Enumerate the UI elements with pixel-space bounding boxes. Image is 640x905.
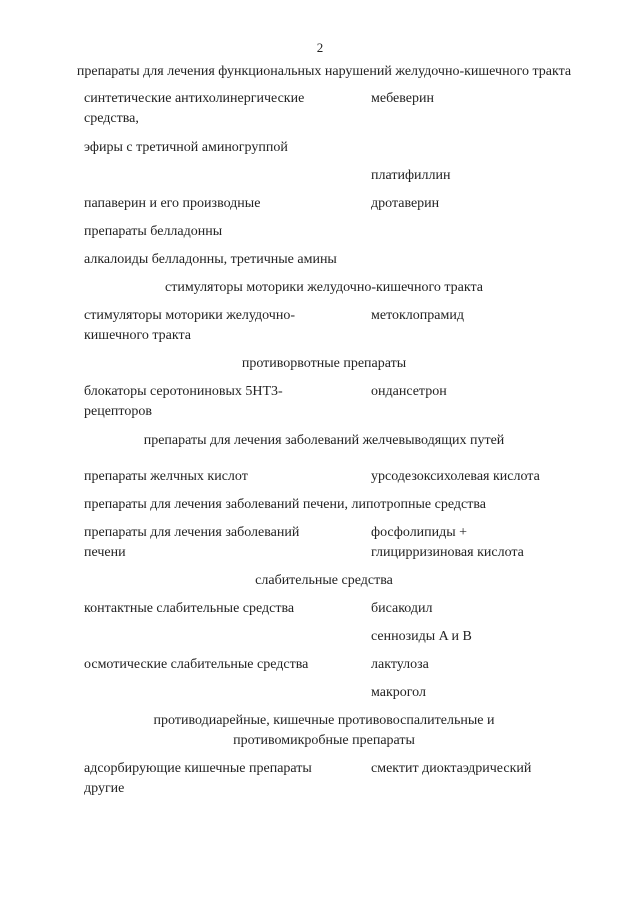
drug-group: синтетические антихолинергические средства, [84, 91, 305, 126]
drug-name: платифиллин [371, 168, 451, 183]
drug-group: контактные слабительные средства [84, 601, 295, 616]
table-row [84, 138, 564, 158]
table-row [84, 683, 564, 703]
table-row [84, 523, 564, 563]
section-header: стимуляторы моторики желудочно-кишечного тракта [165, 280, 483, 295]
section-header: препараты для лечения заболеваний желчевыводящих путей [143, 433, 505, 448]
drug-name [371, 222, 564, 242]
drug-group: осмотические слабительные средства [84, 657, 309, 672]
table-row [84, 194, 564, 214]
drug-group [84, 683, 371, 703]
drug-group: папаверин и его производные [84, 196, 261, 211]
table-row [84, 467, 564, 487]
drug-name: дротаверин [371, 196, 440, 211]
drug-name: мебеверин [371, 91, 434, 106]
section-header: противорвотные препараты [241, 356, 407, 371]
drug-name: макрогол [371, 685, 426, 700]
drug-group: препараты белладонны [84, 224, 223, 239]
table-row [84, 759, 564, 799]
drug-group: препараты желчных кислот [84, 469, 248, 484]
drug-group [84, 627, 371, 647]
full-width-row: алкалоиды белладонны, третичные амины [84, 252, 337, 267]
table-row [84, 655, 564, 675]
drug-group: препараты для лечения заболеваний печени [84, 525, 300, 560]
table-row [84, 306, 564, 346]
drug-name: смектит диоктаэдрический [371, 761, 532, 776]
section-header: противодиарейные, кишечные противовоспалительные и противомикробные препараты [153, 713, 495, 748]
drug-name: метоклопрамид [371, 308, 464, 323]
table-row [84, 89, 484, 129]
table-row [84, 222, 564, 242]
section-header: слабительные средства [255, 573, 393, 588]
table-row [84, 627, 564, 647]
section-header: препараты для лечения функциональных нарушений желудочно-кишечного тракта [76, 64, 572, 79]
drug-name [371, 138, 564, 158]
page-number: 2 [316, 40, 324, 55]
full-width-row: препараты для лечения заболеваний печени, липотропные средства [84, 497, 486, 512]
drug-name: сеннозиды A и B [371, 629, 472, 644]
drug-name: лактулоза [371, 657, 429, 672]
drug-name: урсодезоксихолевая кислота [371, 469, 540, 484]
drug-name: ондансетрон [371, 384, 447, 399]
document-body [76, 62, 572, 799]
drug-name: бисакодил [371, 601, 433, 616]
drug-group: адсорбирующие кишечные препараты другие [84, 761, 312, 796]
table-row [84, 599, 564, 619]
drug-group: стимуляторы моторики желудочно-кишечного тракта [84, 308, 295, 343]
drug-group: блокаторы серотониновых 5HT3-рецепторов [84, 384, 283, 419]
drug-group [84, 166, 371, 186]
drug-name: фосфолипиды + глицирризиновая кислота [371, 525, 524, 560]
table-row [84, 382, 564, 422]
table-row [84, 166, 564, 186]
drug-group: эфиры с третичной аминогруппой [84, 140, 288, 155]
